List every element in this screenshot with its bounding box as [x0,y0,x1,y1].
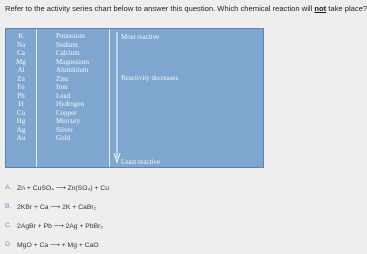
answer-option[interactable] [5,235,109,254]
element-name: Gold [56,134,70,142]
reactivity-decreases-label: Reactivity decreases [121,74,179,82]
element-symbol-column [6,32,36,143]
element-symbol: Na [16,40,26,49]
option-letter: B. [5,203,12,210]
reactivity-arrow-icon [113,32,121,164]
element-symbol: Al [17,66,25,74]
option-letter: D. [5,241,12,248]
element-name: Lead [56,91,70,100]
answer-options [5,178,109,254]
element-symbol: Zn [17,74,25,83]
element-symbol: Pb [17,91,25,100]
option-text: 2AgBr + Pb ⟶ 2Ag + PbBr₂ [17,222,104,230]
element-name: Mercury [56,117,81,125]
element-symbol: Ag [16,125,26,134]
element-name: Potassium [56,32,85,40]
column-divider [36,29,37,167]
element-symbol: K [18,32,24,40]
element-name: Iron [56,83,68,91]
element-name: Hydrogen [56,100,84,108]
element-symbol: Hg [16,117,26,125]
element-name: Copper [56,108,77,117]
element-symbol: Au [16,134,26,142]
element-symbol: Ca [17,49,25,57]
option-text: 2KBr + Ca ⟶ 2K + CaBr₂ [17,203,97,211]
question-text: Refer to the activity series chart below to answer this question. Which chemical reaction will not take place? [5,4,367,13]
most-reactive-label: Most reactive [121,33,160,41]
element-symbol: Fe [17,83,25,91]
element-name: Silver [56,125,73,134]
element-name: Magnesium [56,57,90,66]
option-letter: A. [5,184,12,191]
element-symbol: H [18,100,24,108]
element-name: Aluminium [56,66,89,74]
element-name: Sodium [56,40,78,49]
element-symbol: Cu [16,108,26,117]
question-emphasis: not [314,4,327,13]
element-name-column [56,32,89,143]
element-name: Calcium [56,49,80,57]
answer-option[interactable] [5,197,109,216]
least-reactive-label: Least reactive [121,158,161,166]
element-symbol: Mg [16,57,26,66]
option-text: Zn + CuSO₄ ⟶ Zn(SO₄) + Cu [17,184,109,192]
option-text: MgO + Ca ⟶ + Mg + CaO [17,241,99,249]
answer-option[interactable] [5,216,109,235]
element-name: Zinc [56,74,69,83]
activity-series-chart [5,28,264,168]
column-divider [109,29,110,167]
option-letter: C. [5,222,12,229]
answer-option[interactable] [5,178,109,197]
